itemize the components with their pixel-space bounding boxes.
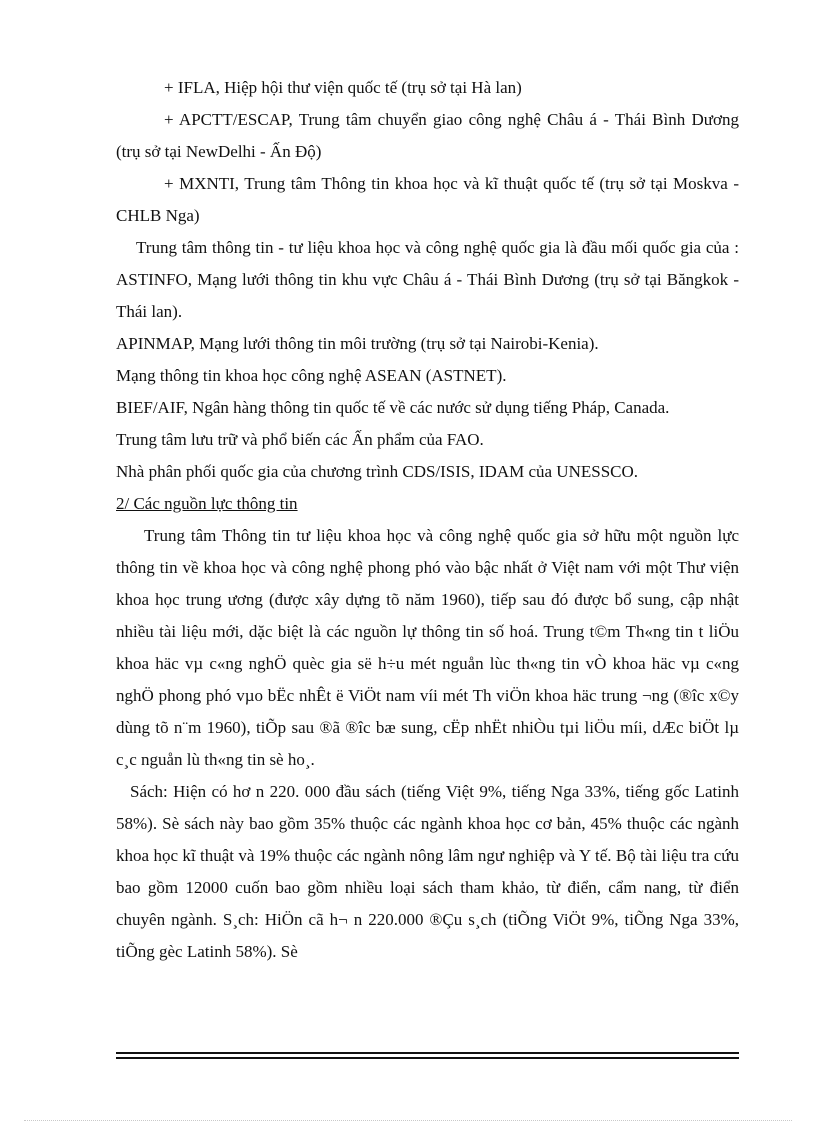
section-heading: 2/ Các nguồn lực thông tin bbox=[116, 494, 298, 513]
paragraph-apctt: + APCTT/ESCAP, Trung tâm chuyển giao công nghệ Châu á - Thái Bình Dương (trụ sở tại NewDelhi - Ấn Độ) bbox=[116, 110, 739, 161]
paragraph-fao: Trung tâm lưu trữ và phổ biến các Ấn phẩm của FAO. bbox=[116, 430, 484, 449]
paragraph-ifla: + IFLA, Hiệp hội thư viện quốc tế (trụ sở tại Hà lan) bbox=[164, 78, 522, 97]
paragraph-books: Sách: Hiện có hơ n 220. 000 đầu sách (tiếng Việt 9%, tiếng Nga 33%, tiếng gốc Latinh 58%). Sè sách này bao gồm 35% thuộc các ngành khoa học cơ bản, 45% thuộc các ngành khoa học kĩ thuật và 19% thuộc các ngành nông lâm ngư nghiệp và Y tế. Bộ tài liệu tra cứu bao gồm 12000 cuốn bao gồm nhiều loại sách tham khảo, từ điển, cẩm nang, từ điển chuyên ngành. S¸ch: HiÖn cã h¬ n 220.000 ®Çu s¸ch (tiÕng ViÖt 9%, tiÕng Nga 33%, tiÕng gèc Latinh 58%). Sè bbox=[116, 782, 739, 961]
paragraph-apinmap: APINMAP, Mạng lưới thông tin môi trường (trụ sở tại Nairobi-Kenia). bbox=[116, 334, 599, 353]
paragraph-bief: BIEF/AIF, Ngân hàng thông tin quốc tế về các nước sử dụng tiếng Pháp, Canada. bbox=[116, 398, 670, 417]
paragraph-cds-isis: Nhà phân phối quốc gia của chương trình CDS/ISIS, IDAM của UNESSCO. bbox=[116, 462, 639, 481]
paragraph-resources: Trung tâm Thông tin tư liệu khoa học và công nghệ quốc gia sở hữu một nguồn lực thông tin về khoa học và công nghệ phong phó vào bậc nhất ở Việt nam với một Thư viện khoa học trung ương (được xây dựng tõ năm 1960), tiếp sau đó được bổ sung, cập nhật nhiều tài liệu mới, dặc biệt là các nguồn lự thông tin số hoá. Trung t©m Th«ng tin t liÖu khoa häc vµ c«ng nghÖ quèc gia së h÷u mét nguån lùc th«ng tin vÒ khoa häc vµ c«ng nghÖ phong phó vµo bËc nhÊt ë ViÖt nam víi mét Th viÖn khoa häc trung ¬ng (®îc x©y dùng tõ n¨m 1960), tiÕp sau ®ã ®îc bæ sung, cËp nhËt nhiÒu tµi liÖu míi, dÆc biÖt lµ c¸c nguån lù th«ng tin sè ho¸. bbox=[116, 526, 739, 769]
document-page bbox=[116, 72, 739, 968]
footer-rule-top bbox=[116, 1052, 739, 1054]
paragraph-mxnti: + MXNTI, Trung tâm Thông tin khoa học và kĩ thuật quốc tế (trụ sở tại Moskva - CHLB Nga) bbox=[116, 174, 739, 225]
paragraph-astinfo: Trung tâm thông tin - tư liệu khoa học và công nghệ quốc gia là đầu mối quốc gia của : ASTINFO, Mạng lưới thông tin khu vực Châu á - Thái Bình Dương (trụ sở tại Băngkok - Thái lan). bbox=[116, 238, 739, 321]
paragraph-astnet: Mạng thông tin khoa học công nghệ ASEAN (ASTNET). bbox=[116, 366, 507, 385]
footer-double-rule bbox=[116, 1052, 739, 1062]
page-edge-dotted-line bbox=[24, 1120, 792, 1121]
footer-rule-bottom bbox=[116, 1057, 739, 1059]
